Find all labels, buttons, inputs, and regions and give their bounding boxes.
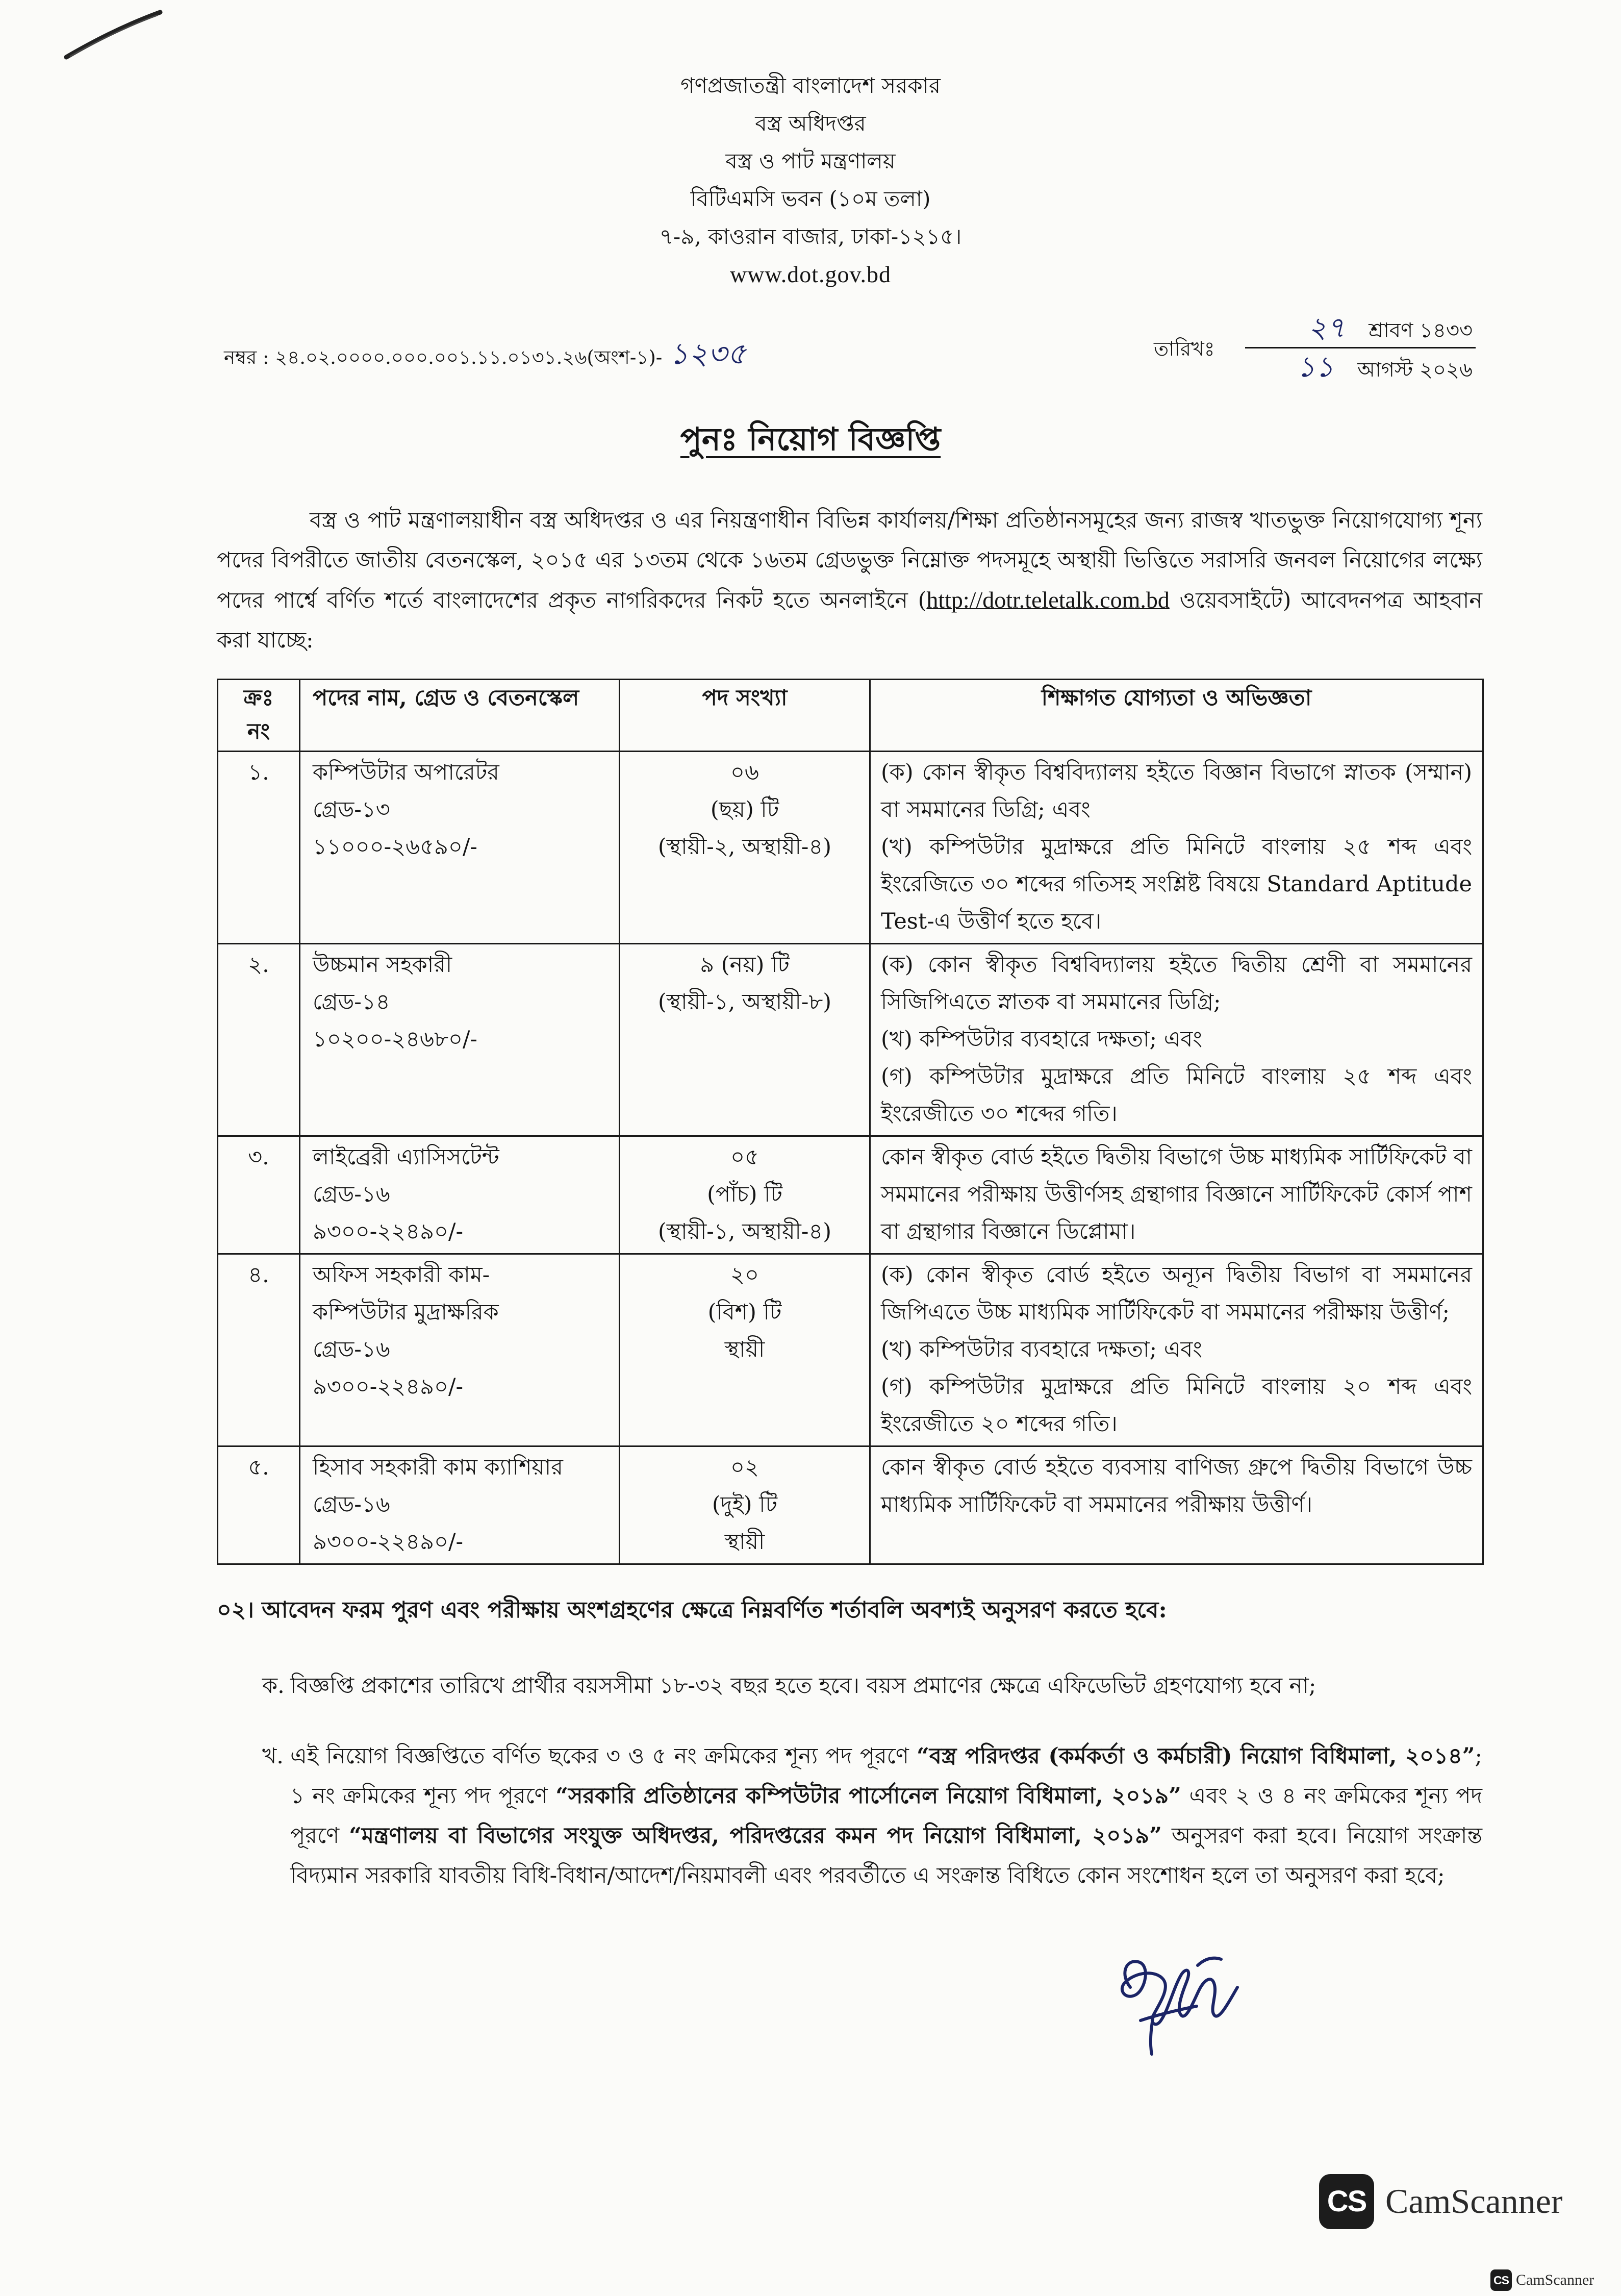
qualification-item: (গ) কম্পিউটার মুদ্রাক্ষরে প্রতি মিনিটে বাংলায় ২৫ শব্দ এবং ইংরেজীতে ৩০ শব্দের গতি। (881, 1064, 1472, 1127)
camscanner-logo-icon: CS (1319, 2174, 1374, 2229)
notice-body (217, 501, 1482, 1895)
qualification-cell (870, 1446, 1483, 1564)
post-name: কম্পিউটার অপারেটর (313, 760, 499, 785)
table-body (218, 752, 1483, 1564)
camscanner-brand: CamScanner (1385, 2182, 1563, 2220)
website: www.dot.gov.bd (730, 261, 891, 287)
notice-title (0, 417, 1621, 461)
count-cell (620, 1446, 870, 1564)
qualification-cell (870, 944, 1483, 1136)
vacancy-table (217, 679, 1484, 1565)
table-row (218, 752, 1483, 944)
condition-text: অনুসরণ করা হবে। নিয়োগ সংক্রান্ত বিদ্যমান সরকারি যাবতীয় বিধি-বিধান/আদেশ/নিয়মাবলী এবং পরবর্তীতে এ সংক্রান্ত বিধিতে কোন সংশোধন হলে তা অনুসরণ করা হবে; (290, 1823, 1482, 1888)
count-cell (620, 944, 870, 1136)
serial-cell: ২. (218, 944, 300, 1136)
count-cell (620, 752, 870, 944)
count-cell (620, 1136, 870, 1254)
letterhead (0, 67, 1621, 293)
post-count-words: (বিশ) টি (707, 1300, 782, 1325)
application-url: http://dotr.teletalk.com.bd (926, 587, 1170, 613)
qualification-item: কোন স্বীকৃত বোর্ড হইতে ব্যবসায় বাণিজ্য গ্রুপে দ্বিতীয় বিভাগে উচ্চ মাধ্যমিক সার্টিফিকেট বা সমমানের পরীক্ষায় উত্তীর্ণ। (881, 1455, 1472, 1517)
qualification-item: (ক) কোন স্বীকৃত বোর্ড হইতে অন্যূন দ্বিতীয় বিভাগ বা সমমানের জিপিএতে উচ্চ মাধ্যমিক সার্টিফিকেট বা সমমানের পরীক্ষায় উত্তীর্ণ; (881, 1262, 1472, 1325)
post-pay-scale: ৯৩০০-২২৪৯০/- (313, 1374, 464, 1400)
count-cell (620, 1254, 870, 1446)
table-header-row (218, 680, 1483, 752)
pen-mark (60, 6, 167, 62)
condition-age-limit (217, 1666, 1482, 1706)
post-grade: গ্রেড-১৬ (313, 1337, 390, 1362)
intro-text-end: ওয়েবসাইটে) আবেদনপত্র আহবান করা যাচ্ছে: (217, 588, 1482, 653)
qualification-item: (খ) কম্পিউটার ব্যবহারে দক্ষতা; এবং (881, 1027, 1202, 1052)
post-count-breakdown: (স্থায়ী-১, অস্থায়ী-৮) (657, 989, 832, 1015)
post-count-breakdown: স্থায়ী (724, 1337, 765, 1362)
serial-cell: ৫. (218, 1446, 300, 1564)
address: ৭-৯, কাওরান বাজার, ঢাকা-১২১৫। (659, 224, 962, 249)
bangla-date-day: ২৭ (1308, 311, 1346, 344)
government-name: গণপ্রজাতন্ত্রী বাংলাদেশ সরকার (680, 73, 941, 98)
condition-text: ; ১ নং ক্রমিকের শূন্য পদ পূরণে (290, 1743, 1482, 1809)
qualification-item: (খ) কম্পিউটার ব্যবহারে দক্ষতা; এবং (881, 1337, 1202, 1362)
english-date (1245, 348, 1476, 386)
post-grade: গ্রেড-১৪ (313, 989, 390, 1015)
bangla-date-month-year: শ্রাবণ ১৪৩৩ (1369, 319, 1473, 342)
rule-title: “বস্ত্র পরিদপ্তর (কর্মকর্তা ও কর্মচারী) নিয়োগ বিধিমালা, ২০১৪” (917, 1743, 1475, 1769)
english-date-month-year: আগস্ট ২০২৬ (1357, 358, 1473, 382)
post-name: উচ্চমান সহকারী (313, 952, 452, 978)
header-serial (218, 680, 300, 752)
condition-marker: খ. (262, 1743, 284, 1769)
serial-cell: ৩. (218, 1136, 300, 1254)
qualification-item: কোন স্বীকৃত বোর্ড হইতে দ্বিতীয় বিভাগে উচ্চ মাধ্যমিক সার্টিফিকেট বা সমমানের পরীক্ষায় উত্তীর্ণসহ গ্রন্থাগার বিজ্ঞানে সার্টিফিকেট কোর্স পাশ বা গ্রন্থাগার বিজ্ঞানে ডিপ্লোমা। (881, 1144, 1472, 1244)
qualification-item: (ক) কোন স্বীকৃত বিশ্ববিদ্যালয় হইতে দ্বিতীয় শ্রেণী বা সমমানের সিজিপিএতে স্নাতক বা সমমানের ডিগ্রি; (881, 952, 1472, 1015)
post-pay-scale: ১০২০০-২৪৬৮০/- (313, 1027, 477, 1052)
header-post: পদের নাম, গ্রেড ও বেতনস্কেল (300, 680, 620, 752)
building-name: বিটিএমসি ভবন (১০ম তলা) (690, 186, 931, 211)
post-pay-scale: ৯৩০০-২২৪৯০/- (313, 1529, 464, 1555)
post-count-breakdown: (স্থায়ী-১, অস্থায়ী-৪) (657, 1219, 832, 1244)
camscanner-small-brand: CamScanner (1516, 2272, 1594, 2288)
post-count: ২০ (730, 1262, 759, 1288)
post-name: হিসাব সহকারী কাম ক্যাশিয়ার (313, 1455, 563, 1480)
memo-number-label: নম্বর : ২৪.০২.০০০০.০০০.০০১.১১.০১৩১.২৬(অংশ-১)- (224, 346, 663, 368)
post-cell (300, 752, 620, 944)
qualification-item: (গ) কম্পিউটার মুদ্রাক্ষরে প্রতি মিনিটে বাংলায় ২০ শব্দ এবং ইংরেজীতে ২০ শব্দের গতি। (881, 1374, 1472, 1437)
post-count: ০৫ (730, 1144, 759, 1170)
date-block (1245, 309, 1476, 386)
post-grade: গ্রেড-১৩ (313, 797, 390, 822)
department-name: বস্ত্র অধিদপ্তর (755, 111, 866, 136)
post-count-breakdown: স্থায়ী (724, 1529, 765, 1555)
condition-text: এই নিয়োগ বিজ্ঞপ্তিতে বর্ণিত ছকের ৩ ও ৫ নং ক্রমিকের শূন্য পদ পূরণে (290, 1743, 917, 1769)
post-count-words: (ছয়) টি (710, 797, 779, 822)
memo-number (224, 334, 746, 373)
intro-paragraph (217, 501, 1482, 660)
post-count: ০৬ (730, 760, 759, 785)
signature (1110, 1939, 1253, 2056)
bangla-date (1245, 309, 1476, 347)
notice-title-text: পুনঃ নিয়োগ বিজ্ঞপ্তি (680, 420, 941, 458)
intro-text: বস্ত্র ও পাট মন্ত্রণালয়াধীন বস্ত্র অধিদপ্তর ও এর নিয়ন্ত্রণাধীন বিভিন্ন কার্যালয়/শিক্ষা প্রতিষ্ঠানসমূহের জন্য রাজস্ব খাতভুক্ত নিয়োগযোগ্য শূন্য পদের বিপরীতে জাতীয় বেতনস্কেল, ২০১৫ এর ১৩তম থেকে ১৬তম গ্রেডভুক্ত নিম্নোক্ত পদসমূহে অস্থায়ী ভিত্তিতে সরাসরি জনবল নিয়োগের লক্ষ্যে পদের পার্শ্বে বর্ণিত শর্তে বাংলাদেশের প্রকৃত নাগরিকদের নিকট হতে অনলাইনে ( (217, 508, 1482, 613)
post-count: ০২ (730, 1455, 759, 1480)
qualification-cell (870, 1254, 1483, 1446)
post-cell (300, 1446, 620, 1564)
post-count-breakdown: (স্থায়ী-২, অস্থায়ী-৪) (657, 834, 832, 860)
post-count: ৯ (নয়) টি (700, 952, 790, 978)
table-row (218, 1446, 1483, 1564)
condition-text: এবং ২ ও ৪ নং ক্রমিকের শূন্য পদ পূরণে (290, 1783, 1483, 1849)
qualification-cell (870, 752, 1483, 944)
serial-cell: ৪. (218, 1254, 300, 1446)
memo-number-handwritten: ১২৩৫ (669, 336, 746, 371)
conditions-heading: ০২। আবেদন ফরম পুরণ এবং পরীক্ষায় অংশগ্রহণের ক্ষেত্রে নিম্নবর্ণিত শর্তাবলি অবশ্যই অনুসরণ করতে হবে: (217, 1597, 1167, 1623)
table-row (218, 1254, 1483, 1446)
header-count: পদ সংখ্যা (620, 680, 870, 752)
condition-recruitment-rules (217, 1736, 1482, 1895)
ministry-name: বস্ত্র ও পাট মন্ত্রণালয় (725, 148, 896, 173)
condition-text: বিজ্ঞপ্তি প্রকাশের তারিখে প্রার্থীর বয়সসীমা ১৮-৩২ বছর হতে হবে। বয়স প্রমাণের ক্ষেত্রে এফিডেভিট গ্রহণযোগ্য হবে না; (290, 1673, 1316, 1699)
post-grade: গ্রেড-১৬ (313, 1492, 390, 1517)
serial-cell: ১. (218, 752, 300, 944)
post-name: অফিস সহকারী কাম- (313, 1262, 490, 1288)
post-name-continued: কম্পিউটার মুদ্রাক্ষরিক (313, 1300, 499, 1325)
rule-title: “সরকারি প্রতিষ্ঠানের কম্পিউটার পার্সোনেল নিয়োগ বিধিমালা, ২০১৯” (555, 1783, 1181, 1809)
header-serial-line1: ক্রঃ (243, 685, 274, 711)
qualification-item: (খ) কম্পিউটার মুদ্রাক্ষরে প্রতি মিনিটে বাংলায় ২৫ শব্দ এবং ইংরেজিতে ৩০ শব্দের গতিসহ সংশ্লিষ্ট বিষয়ে Standard Aptitude Test-এ উত্তীর্ণ হতে হবে। (881, 834, 1472, 934)
camscanner-small-logo-icon: CS (1490, 2269, 1512, 2291)
post-grade: গ্রেড-১৬ (313, 1182, 390, 1207)
header-serial-line2: নং (247, 719, 270, 744)
post-pay-scale: ৯৩০০-২২৪৯০/- (313, 1219, 464, 1244)
qualification-cell (870, 1136, 1483, 1254)
post-count-words: (পাঁচ) টি (707, 1182, 782, 1207)
table-row (218, 1136, 1483, 1254)
table-header (218, 680, 1483, 752)
application-conditions (217, 1590, 1482, 1895)
post-pay-scale: ১১০০০-২৬৫৯০/- (313, 834, 477, 860)
qualification-item: (ক) কোন স্বীকৃত বিশ্ববিদ্যালয় হইতে বিজ্ঞান বিভাগে স্নাতক (সম্মান) বা সমমানের ডিগ্রি; এবং (881, 760, 1472, 822)
post-count-words: (দুই) টি (712, 1492, 777, 1517)
post-cell (300, 944, 620, 1136)
date-label: তারিখঃ (1154, 338, 1215, 361)
post-name: লাইব্রেরী এ্যাসিসটেন্ট (313, 1144, 499, 1170)
rule-title: “মন্ত্রণালয় বা বিভাগের সংযুক্ত অধিদপ্তর, পরিদপ্তরের কমন পদ নিয়োগ বিধিমালা, ২০১৯” (349, 1823, 1162, 1849)
english-date-day: ১১ (1297, 351, 1334, 384)
table-row (218, 944, 1483, 1136)
condition-marker: ক. (262, 1673, 285, 1699)
header-qualification: শিক্ষাগত যোগ্যতা ও অভিজ্ঞতা (870, 680, 1483, 752)
post-cell (300, 1254, 620, 1446)
post-cell (300, 1136, 620, 1254)
